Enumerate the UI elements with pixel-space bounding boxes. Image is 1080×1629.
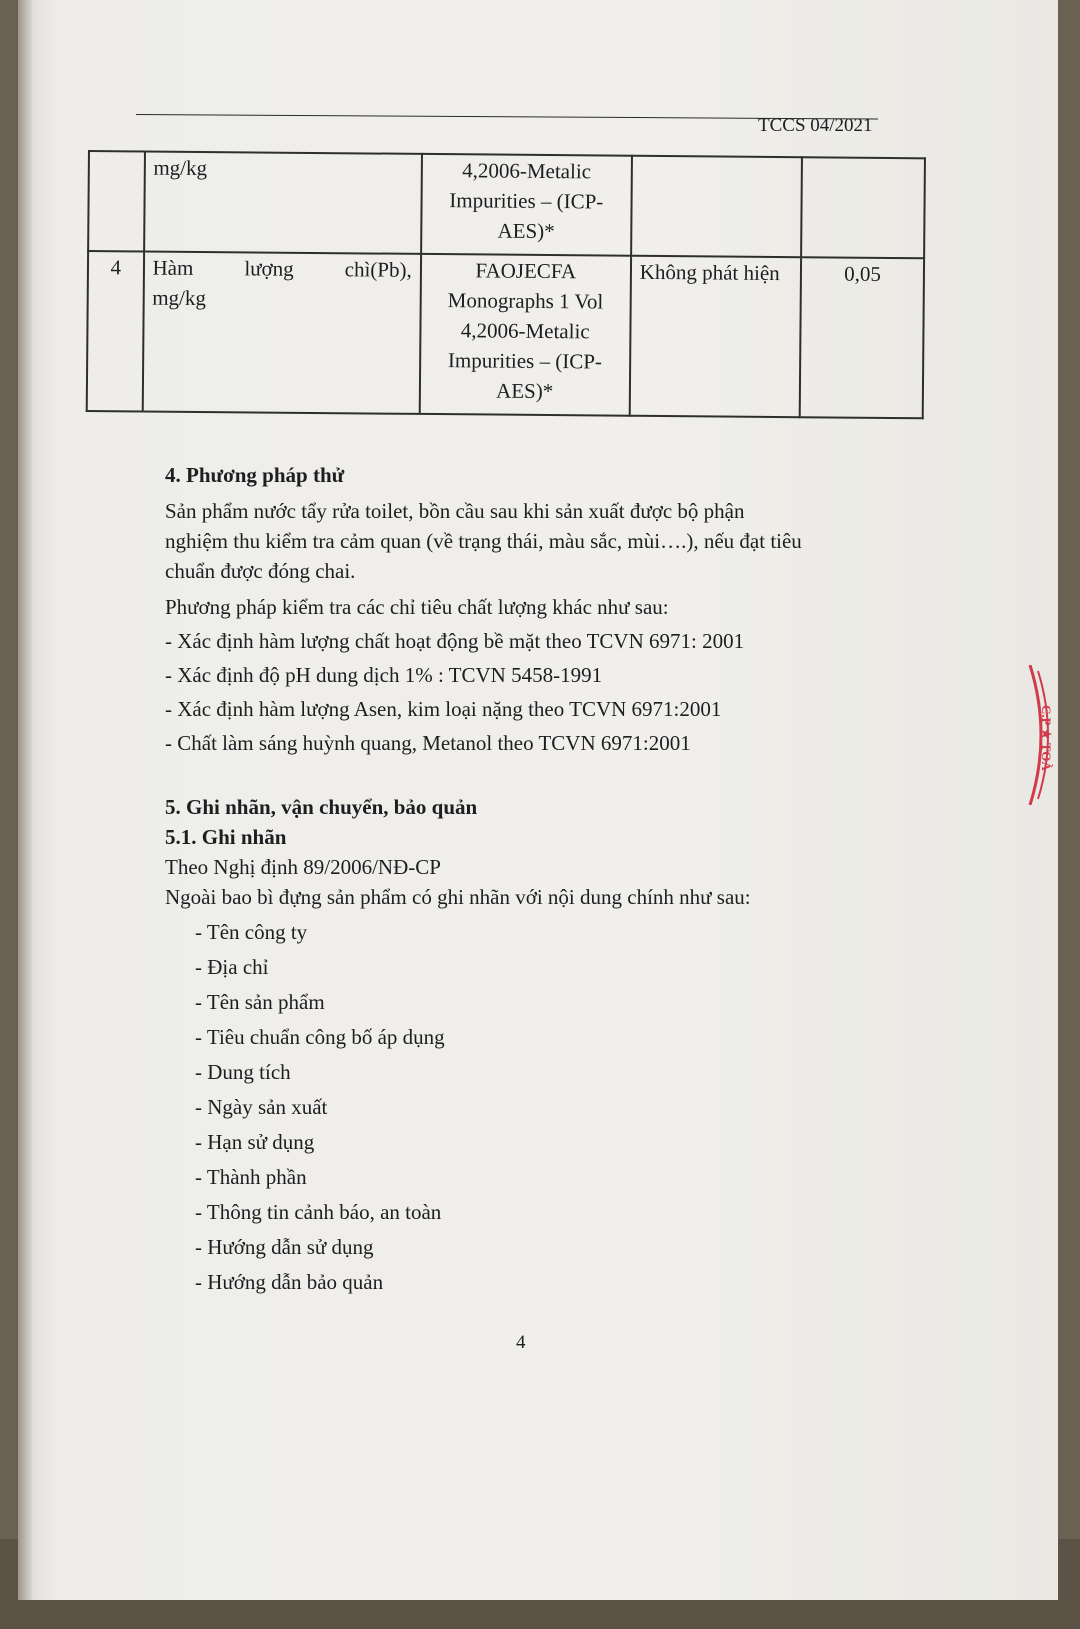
page-spine (18, 0, 32, 1600)
paragraph-line: chuẩn được đóng chai. (165, 559, 356, 583)
document-code: TCCS 04/2021 (758, 115, 873, 136)
name-line: mg/kg (152, 285, 207, 311)
method-line: Monographs 1 Vol (447, 288, 604, 314)
cell-name (142, 251, 421, 413)
section-4-heading: 4. Phương pháp thử (165, 463, 345, 487)
cell-result: Không phát hiện (629, 256, 801, 417)
method-item: - Xác định hàm lượng chất hoạt động bề mặt theo TCVN 6971: 2001 (165, 629, 745, 653)
label-item: - Thành phần (195, 1165, 307, 1189)
name-word: Hàm (152, 255, 194, 280)
name-word: lượng (244, 256, 294, 281)
cell-name (144, 151, 422, 253)
method-line: AES)* (497, 218, 555, 244)
methods-intro: Phương pháp kiểm tra các chỉ tiêu chất lượng khác như sau: (165, 595, 669, 619)
cell-result (631, 156, 802, 257)
method-item: - Xác định độ pH dung dịch 1% : TCVN 5458-1991 (165, 663, 603, 687)
decree-reference: Theo Nghị định 89/2006/NĐ-CP (165, 855, 441, 879)
paragraph-line: Sản phẩm nước tẩy rửa toilet, bồn cầu sau khi sản xuất được bộ phận (165, 499, 745, 523)
label-item: - Địa chỉ (195, 955, 269, 979)
document-page (18, 0, 1058, 1600)
label-item: - Tên sản phẩm (195, 990, 325, 1014)
label-item: - Tên công ty (195, 920, 308, 944)
page-number: 4 (516, 1332, 526, 1353)
cell-no (88, 151, 144, 251)
label-item: - Tiêu chuẩn công bố áp dụng (195, 1025, 445, 1049)
label-item: - Hướng dẫn sử dụng (195, 1235, 374, 1259)
paragraph-line: nghiệm thu kiểm tra cảm quan (về trạng thái, màu sắc, mùi….), nếu đạt tiêu (165, 529, 802, 553)
cell-limit: 0,05 (800, 257, 924, 418)
label-item: - Dung tích (195, 1060, 291, 1084)
name-line: mg/kg (153, 155, 208, 181)
section-5-heading: 5. Ghi nhãn, vận chuyển, bảo quản (165, 795, 478, 819)
body-text (165, 460, 905, 1297)
name-word: chì(Pb), (344, 257, 412, 282)
label-item: - Ngày sản xuất (195, 1095, 328, 1119)
label-item: - Hướng dẫn bảo quản (195, 1270, 384, 1294)
cell-method (421, 154, 632, 256)
cell-method (420, 254, 631, 416)
table-row (88, 151, 925, 258)
cell-no: 4 (87, 251, 144, 411)
cell-limit (801, 157, 925, 258)
stamp-text: C.P ★ TOÀ (1039, 705, 1054, 771)
method-line: FAOJECFA (475, 258, 577, 284)
company-seal-stamp (1026, 665, 1060, 805)
method-line: Impurities – (ICP- (447, 348, 603, 374)
spec-table (86, 150, 926, 419)
method-line: Impurities – (ICP- (449, 188, 604, 214)
label-intro: Ngoài bao bì đựng sản phẩm có ghi nhãn với nội dung chính như sau: (165, 885, 751, 909)
section-5-1-heading: 5.1. Ghi nhãn (165, 825, 287, 849)
method-item: - Xác định hàm lượng Asen, kim loại nặng theo TCVN 6971:2001 (165, 697, 722, 721)
method-line: AES)* (496, 378, 554, 404)
method-item: - Chất làm sáng huỳnh quang, Metanol theo TCVN 6971:2001 (165, 731, 691, 755)
name-line (152, 253, 412, 285)
table-row (87, 251, 924, 418)
label-item: - Hạn sử dụng (195, 1130, 315, 1154)
method-line: 4,2006-Metalic (462, 158, 592, 184)
label-item: - Thông tin cảnh báo, an toàn (195, 1200, 442, 1224)
method-line: 4,2006-Metalic (460, 318, 590, 344)
